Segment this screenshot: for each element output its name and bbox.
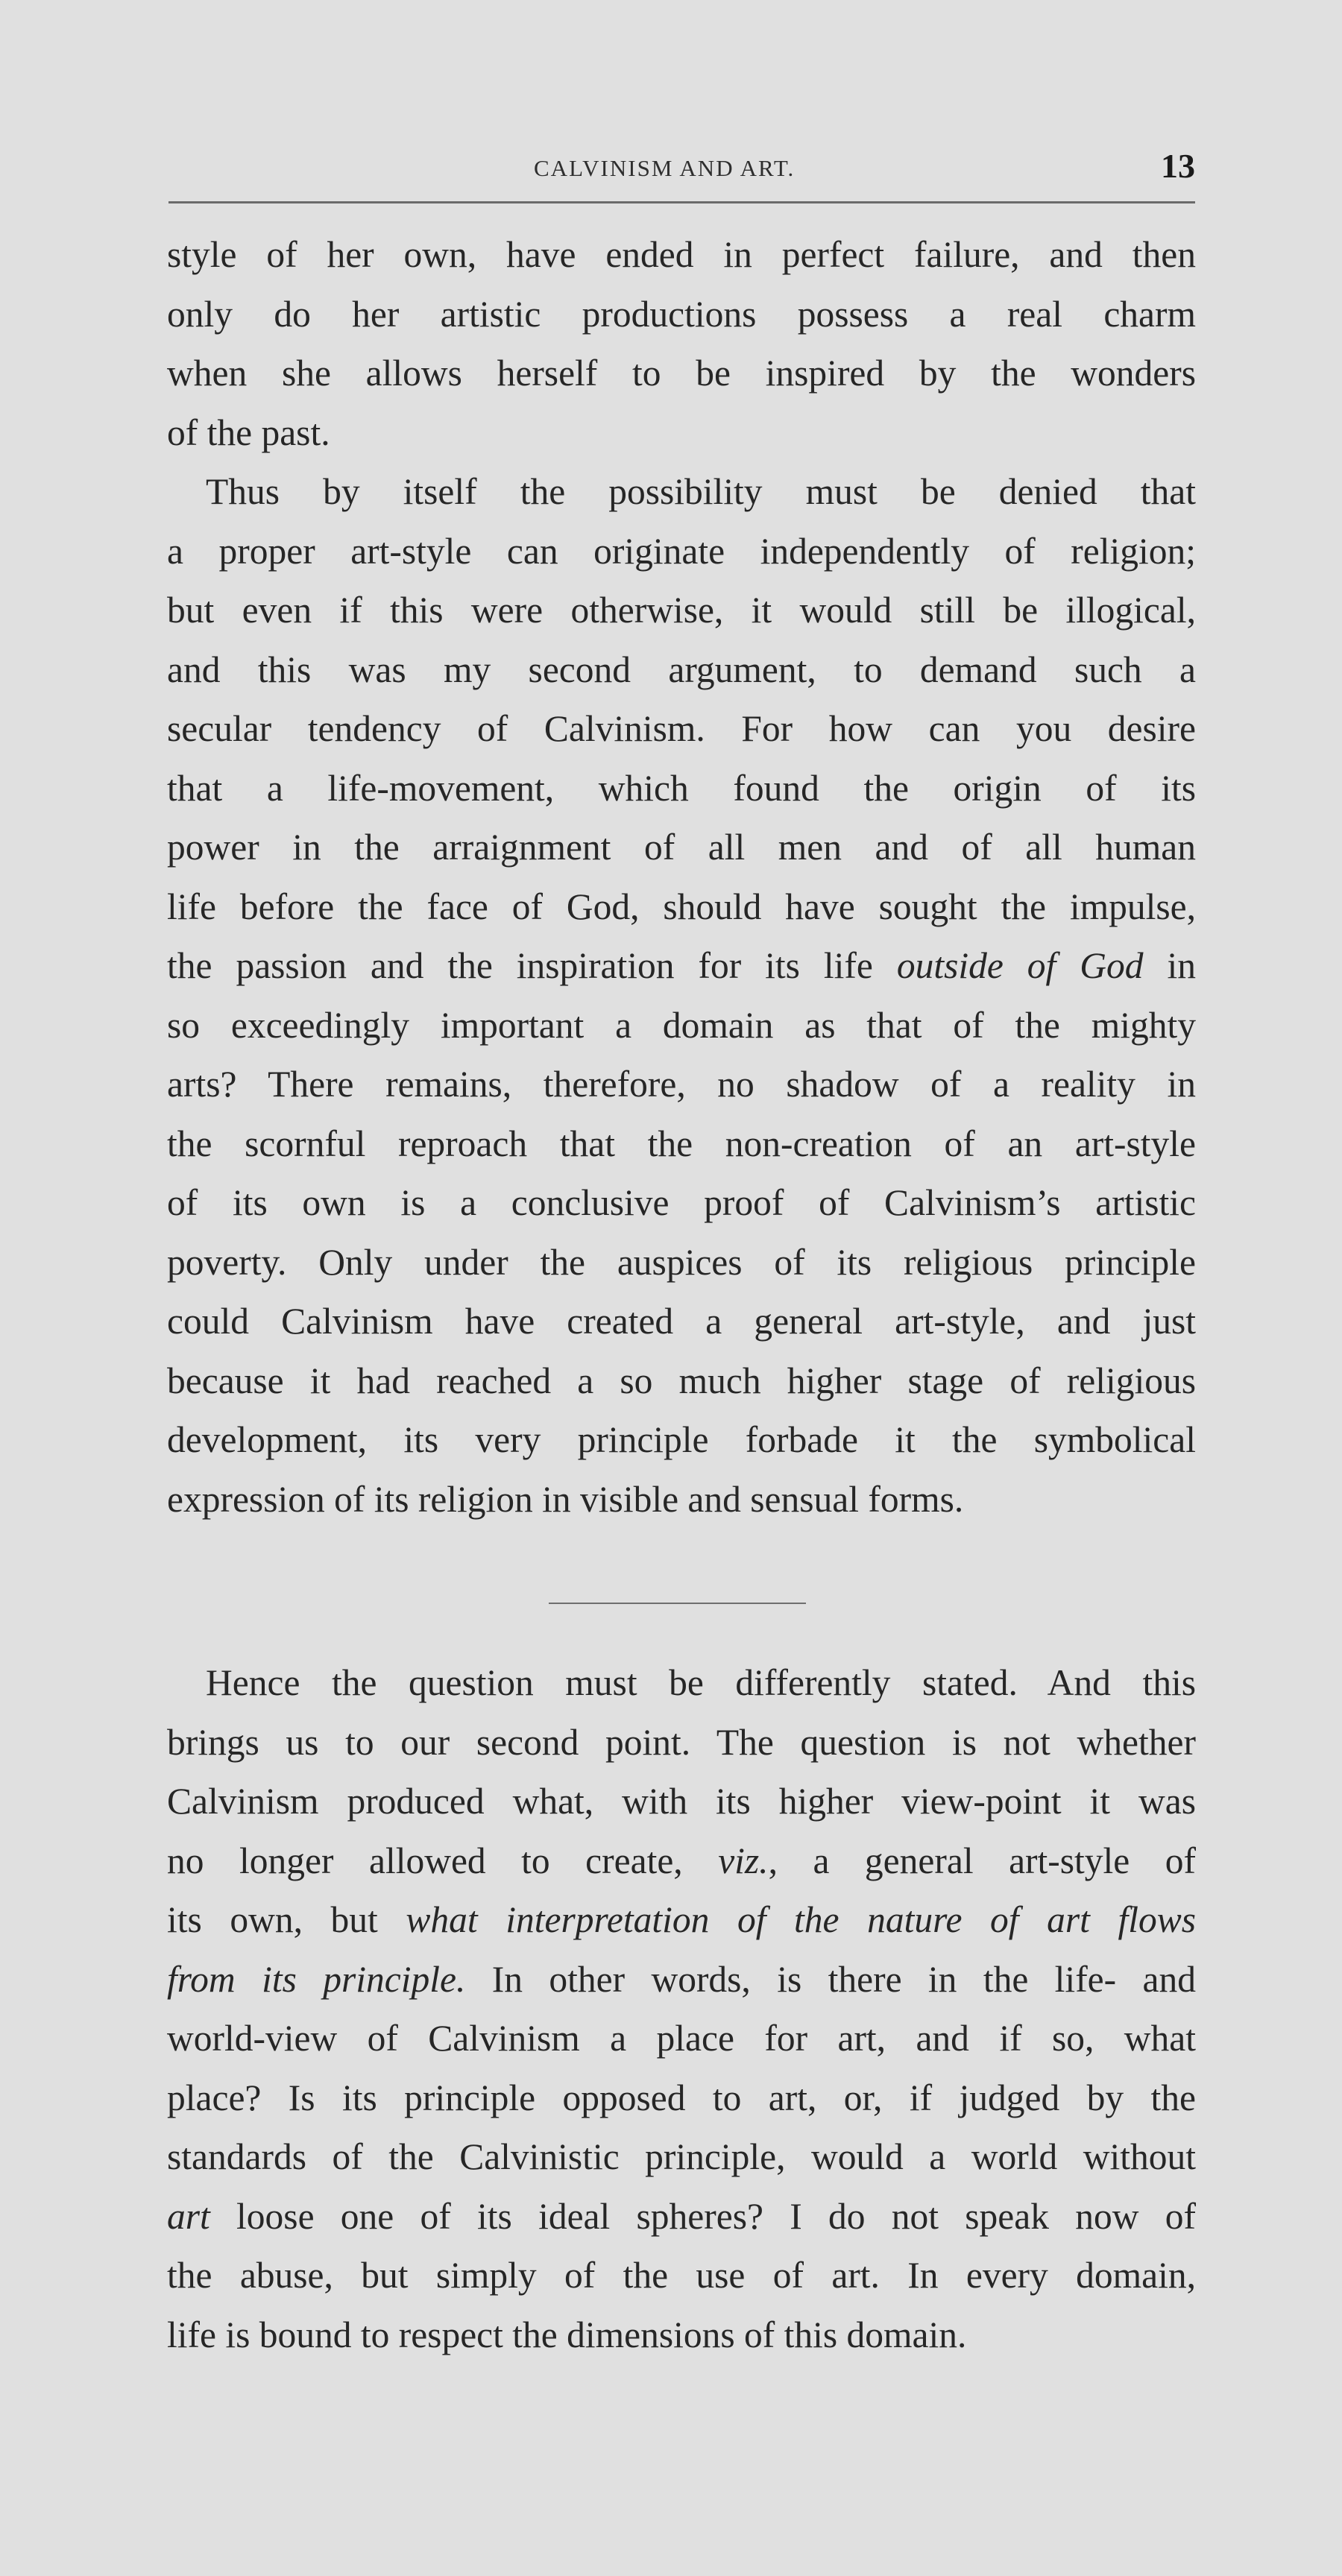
text-run: the passion and the inspiration for its life <box>167 945 897 986</box>
text-line <box>167 759 1196 818</box>
text-line <box>167 581 1196 640</box>
text-line <box>167 1653 1196 1713</box>
text-line <box>167 1114 1196 1174</box>
text-line <box>167 1292 1196 1351</box>
text-run: place? Is its principle opposed to art, or, if judged by the <box>167 2077 1196 2118</box>
text-line <box>167 640 1196 700</box>
text-run: that a life-movement, which found the origin of its <box>167 767 1196 809</box>
italic-text: what interpretation of the nature of art flows <box>406 1899 1196 1940</box>
text-run: brings us to our second point. The question is not whether <box>167 1721 1196 1763</box>
text-run: , a general art-style of <box>768 1840 1196 1881</box>
text-line <box>167 1410 1196 1470</box>
text-run: power in the arraignment of all men and of all human <box>167 827 1196 868</box>
text-run: style of her own, have ended in perfect failure, and then <box>167 234 1196 275</box>
text-line <box>167 1173 1196 1233</box>
text-line <box>167 1233 1196 1292</box>
text-line <box>167 2187 1196 2247</box>
text-line <box>167 2305 1196 2365</box>
text-line <box>167 403 1196 463</box>
text-run: world-view of Calvinism a place for art, and if so, what <box>167 2018 1196 2059</box>
text-run: the scornful reproach that the non-creation of an art-style <box>167 1123 1196 1164</box>
text-run: in <box>1143 945 1197 986</box>
text-line <box>167 2127 1196 2187</box>
text-run: so exceedingly important a domain as that of the mighty <box>167 1004 1196 1046</box>
text-run: a proper art-style can originate independently of religion; <box>167 530 1196 572</box>
text-line <box>167 2068 1196 2128</box>
text-run: loose one of its ideal spheres? I do not speak now of <box>210 2195 1196 2237</box>
header-rule <box>168 201 1195 203</box>
text-line <box>167 1470 1196 1530</box>
text-run: Thus by itself the possibility must be denied that <box>206 471 1196 512</box>
italic-text: from its principle. <box>167 1958 466 2000</box>
text-line <box>167 818 1196 877</box>
text-line <box>167 2246 1196 2305</box>
page-number: 13 <box>1161 147 1195 185</box>
text-line <box>167 1055 1196 1114</box>
text-line <box>167 699 1196 759</box>
text-run: life before the face of God, should have sought the impulse, <box>167 886 1196 927</box>
text-line <box>167 996 1196 1055</box>
text-run: arts? There remains, therefore, no shadow of a reality in <box>167 1064 1196 1105</box>
text-run: no longer allowed to create, <box>167 1840 719 1881</box>
text-run: standards of the Calvinistic principle, would a world without <box>167 2136 1196 2177</box>
text-line <box>167 1713 1196 1772</box>
italic-text: outside of God <box>896 945 1144 986</box>
text-line <box>167 2009 1196 2068</box>
text-run: life is bound to respect the dimensions of this domain. <box>167 2314 967 2355</box>
text-run: of the past. <box>167 411 330 453</box>
text-run: of its own is a conclusive proof of Calvinism’s artistic <box>167 1182 1196 1223</box>
italic-text: art <box>167 2195 210 2237</box>
text-line <box>167 1950 1196 2010</box>
text-run: the abuse, but simply of the use of art. In every domain, <box>167 2255 1196 2296</box>
text-run: because it had reached a so much higher stage of religious <box>167 1360 1196 1401</box>
paragraph-3 <box>167 1653 1196 2364</box>
text-run: Calvinism produced what, with its higher view-point it was <box>167 1781 1196 1822</box>
running-title: CALVINISM AND ART. <box>534 155 796 181</box>
text-line <box>167 936 1196 996</box>
text-run: secular tendency of Calvinism. For how can you desire <box>167 708 1196 749</box>
text-line <box>167 877 1196 937</box>
section-separator <box>549 1603 806 1604</box>
text-run: when she allows herself to be inspired by the wonders <box>167 353 1196 394</box>
text-run: could Calvinism have created a general art-style, and just <box>167 1301 1196 1342</box>
text-run: but even if this were otherwise, it would still be illogical, <box>167 590 1196 631</box>
text-line <box>167 522 1196 581</box>
text-line <box>167 1890 1196 1950</box>
text-run: its own, but <box>167 1899 406 1940</box>
text-run: poverty. Only under the auspices of its religious principle <box>167 1241 1196 1283</box>
text-run: Hence the question must be differently stated. And this <box>206 1662 1196 1703</box>
text-run: only do her artistic productions possess a real charm <box>167 293 1196 335</box>
text-line <box>167 1831 1196 1891</box>
text-run: expression of its religion in visible and sensual forms. <box>167 1478 964 1520</box>
text-line <box>167 462 1196 522</box>
paragraph-2 <box>167 462 1196 1529</box>
paragraph-1 <box>167 225 1196 462</box>
italic-text: viz. <box>718 1840 769 1881</box>
text-line <box>167 344 1196 403</box>
text-run: In other words, is there in the life- and <box>465 1958 1196 2000</box>
text-line <box>167 1351 1196 1411</box>
page-header <box>168 146 1195 191</box>
text-line <box>167 285 1196 344</box>
text-line <box>167 1772 1196 1831</box>
text-run: and this was my second argument, to demand such a <box>167 648 1196 690</box>
text-run: development, its very principle forbade it the symbolical <box>167 1419 1196 1460</box>
text-line <box>167 225 1196 285</box>
